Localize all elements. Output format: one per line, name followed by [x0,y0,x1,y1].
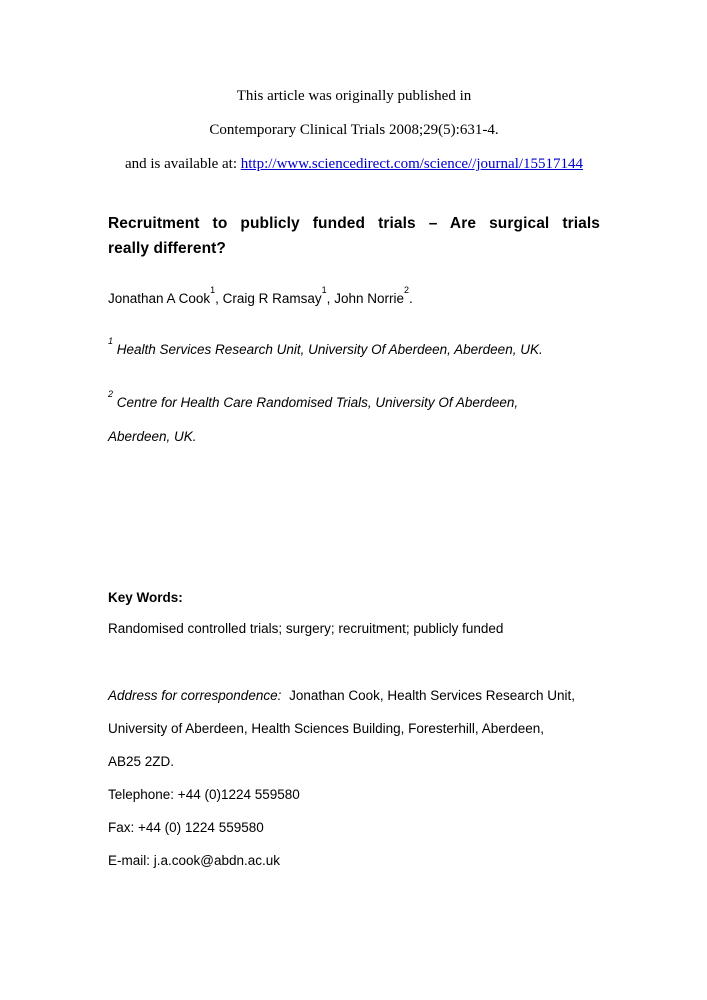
author-3: John Norrie [334,291,404,306]
author-separator-2: , [326,291,335,306]
author-separator-1: , [215,291,223,306]
authors-terminator: . [408,291,413,306]
correspondence-line3: AB25 2ZD. [108,754,175,769]
author-2: Craig R Ramsay [222,291,322,306]
author-3-affiliation-sup: 2 [403,284,409,295]
affiliation-1-sup: 1 [108,335,114,346]
affiliation-1 [108,335,600,360]
telephone-line: Telephone: +44 (0)1224 559580 [108,787,300,802]
journal-url-link[interactable]: http://www.sciencedirect.com/science//journal/15517144 [240,156,584,172]
email-line: E-mail: j.a.cook@abdn.ac.uk [108,853,281,868]
correspondence-line2: University of Aberdeen, Health Sciences Building, Foresterhill, Aberdeen, [108,721,544,736]
affiliation-2 [108,386,600,454]
affiliation-1-text: Health Services Research Unit, University Of Aberdeen, Aberdeen, UK. [113,342,543,357]
affiliation-2-sup: 2 [108,388,114,399]
availability-line [108,147,600,181]
availability-prefix: and is available at: [124,156,241,172]
correspondence-line1 [108,679,600,712]
article-title-line1: Recruitment to publicly funded trials – Are surgical trials [108,215,600,232]
correspondence-block [108,679,600,877]
affiliation-2-line1 [108,386,600,420]
affiliation-2-text-line1: Centre for Health Care Randomised Trials, University Of Aberdeen, [113,395,519,410]
correspondence-label: Address for correspondence: [108,688,282,703]
fax-line: Fax: +44 (0) 1224 559580 [108,820,264,835]
keywords-text: Randomised controlled trials; surgery; recruitment; publicly funded [108,621,504,636]
article-title [108,211,600,261]
correspondence-line1-rest: Jonathan Cook, Health Services Research Unit, [285,688,576,703]
article-title-line2: really different? [108,240,226,257]
author-2-affiliation-sup: 1 [321,284,327,295]
publication-header [108,79,600,181]
author-1-affiliation-sup: 1 [210,284,216,295]
keywords-heading: Key Words: [108,590,183,605]
affiliation-2-line2: Aberdeen, UK. [108,429,197,444]
journal-citation: Contemporary Clinical Trials 2008;29(5):631-4. [209,122,499,138]
author-1: Jonathan A Cook [108,291,211,306]
authors-line [108,284,600,309]
publication-note: This article was originally published in [236,88,472,104]
